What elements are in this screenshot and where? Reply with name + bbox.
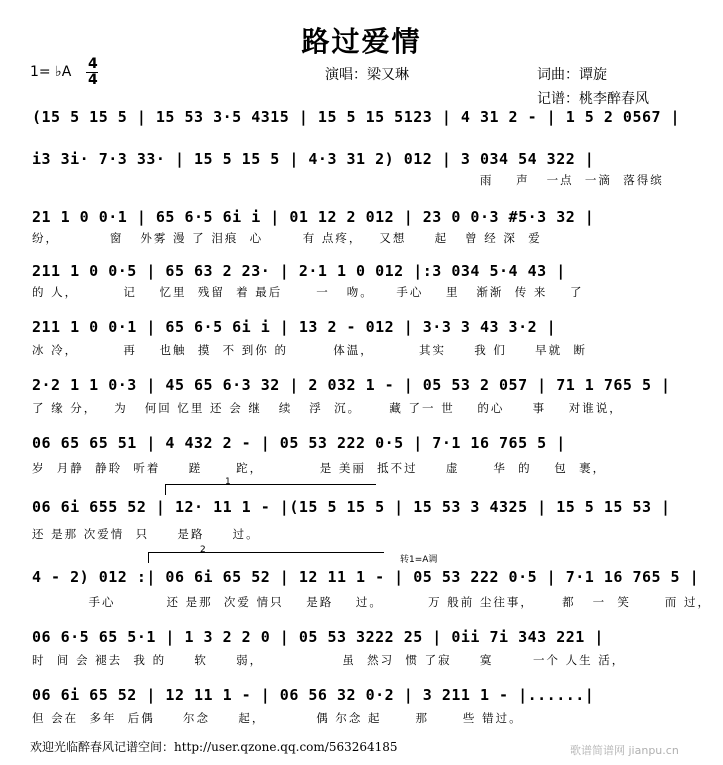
time-signature-top: 4 (88, 56, 98, 72)
modulation-marking: 转1=A调 (400, 555, 438, 565)
score-row-1-notes: (15 5 15 5 | 15 53 3·5 4315 | 15 5 15 5123 | 4 31 2 - | 1 5 2 0567 | (32, 108, 681, 126)
score-row-9-notes: 4 - 2) 012 :| 06 6i 65 52 | 12 11 1 - | 05 53 222 0·5 | 7·1 16 765 5 | (32, 568, 700, 586)
score-row-11-notes: 06 6i 65 52 | 12 11 1 - | 06 56 32 0·2 | 3 211 1 - |......| (32, 686, 595, 704)
score-row-6-notes: 2·2 1 1 0·3 | 45 65 6·3 32 | 2 032 1 - | 05 53 2 057 | 71 1 765 5 | (32, 376, 671, 394)
score-row-10-notes: 06 6·5 65 5·1 | 1 3 2 2 0 | 05 53 3222 25 | 0ii 7i 343 221 | (32, 628, 604, 646)
singer-credit: 演唱：梁又琳 (325, 67, 409, 83)
score-row-3-lyrics: 纷， 窗 外雾 漫 了 泪痕 心 有 点疼， 又想 起 曾 经 深 爱 (32, 231, 542, 245)
volta-number-1: 1 (225, 477, 231, 487)
score-row-9-lyrics: 手心 还 是那 次爱 情只 是路 过。 万 般前 尘往事， 都 一 笑 而 过， (32, 595, 712, 609)
volta-number-2: 2 (200, 545, 206, 555)
score-row-7-notes: 06 65 65 51 | 4 432 2 - | 05 53 222 0·5 | 7·1 16 765 5 | (32, 434, 566, 452)
score-row-5-notes: 211 1 0 0·1 | 65 6·5 6i i | 13 2 - 012 | 3·3 3 43 3·2 | (32, 318, 557, 336)
score-row-2-notes: i3 3i· 7·3 33· | 15 5 15 5 | 4·3 31 2) 012 | 3 034 54 322 | (32, 150, 595, 168)
watermark: 歌谱简谱网 jianpu.cn (570, 744, 679, 757)
volta-bracket-1 (165, 484, 376, 495)
composer-credit: 词曲：谭旋 (537, 67, 607, 83)
score-row-7-lyrics: 岁 月静 静聆 听着 蹉 跎， 是 美丽 抵不过 虚 华 的 包 裹， (32, 461, 607, 475)
time-signature-bottom: 4 (88, 72, 98, 88)
key-signature: 1= ♭A (30, 64, 72, 80)
score-row-11-lyrics: 但 会在 多年 后偶 尔念 起， 偶 尔念 起 那 些 错过。 (32, 711, 523, 725)
score-row-8-lyrics: 还 是那 次爱情 只 是路 过。 (32, 527, 260, 541)
score-row-8-notes: 06 6i 655 52 | 12· 11 1 - |(15 5 15 5 | 15 53 3 4325 | 15 5 15 53 | (32, 498, 671, 516)
transcriber-credit: 记谱：桃李醉春风 (537, 91, 649, 107)
song-title: 路过爱情 (301, 25, 422, 58)
volta-bracket-2 (148, 552, 384, 563)
score-row-6-lyrics: 了 缘 分， 为 何回 忆里 还 会 继 续 浮 沉。 藏 了一 世 的心 事 对谁说， (32, 401, 623, 415)
score-row-5-lyrics: 冰 冷， 再 也触 摸 不 到你 的 体温， 其实 我 们 早就 断 (32, 343, 587, 357)
score-row-10-lyrics: 时 间 会 褪去 我 的 软 弱， 虽 然习 惯 了寂 寞 一个 人生 活， (32, 653, 626, 667)
score-row-4-lyrics: 的 人， 记 忆里 残留 着 最后 一 吻。 手心 里 渐渐 传 来 了 (32, 285, 584, 299)
score-row-3-notes: 21 1 0 0·1 | 65 6·5 6i i | 01 12 2 012 | 23 0 0·3 #5·3 32 | (32, 208, 595, 226)
footer-link-text: 欢迎光临醉春风记谱空间：http://user.qzone.qq.com/563264185 (30, 740, 398, 754)
score-row-4-notes: 211 1 0 0·5 | 65 63 2 23· | 2·1 1 0 012 |:3 034 5·4 43 | (32, 262, 566, 280)
score-row-2-lyrics: 雨 声 一点 一滴 落得缤 (480, 173, 664, 187)
